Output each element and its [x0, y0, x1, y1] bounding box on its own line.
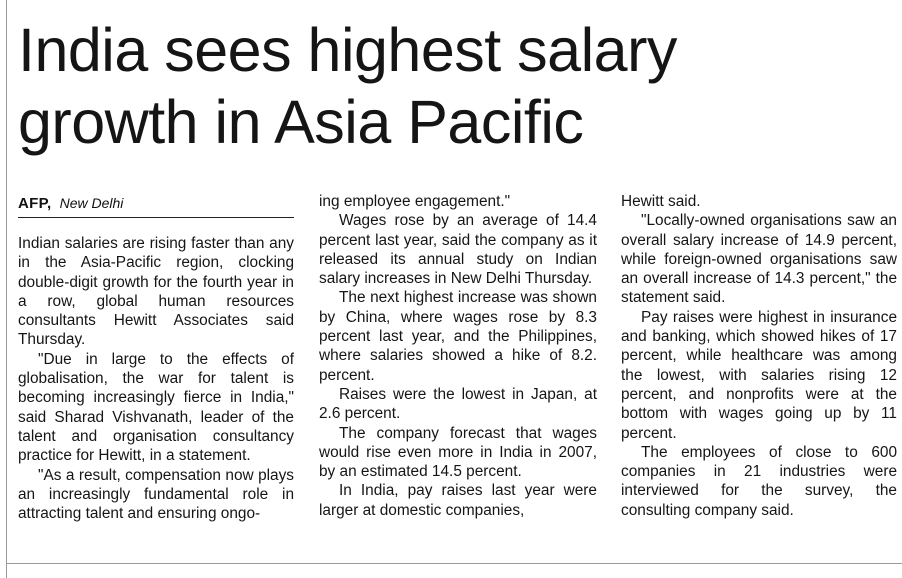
page-border-left — [6, 0, 7, 578]
article-column-2 — [319, 192, 597, 520]
paragraph: ing employee engagement." — [319, 193, 511, 210]
paragraph: Hewitt said. — [621, 193, 701, 210]
article-column-3 — [621, 192, 897, 520]
paragraph: Raises were the lowest in Japan, at 2.6 percent. — [319, 385, 597, 423]
byline-source: AFP, — [18, 195, 52, 212]
headline-line-1: India sees highest salary — [18, 16, 677, 84]
paragraph: "As a result, compensation now plays an increasingly fundamental role in attracting talent and ensuring ongo- — [18, 466, 294, 523]
paragraph: "Locally-owned organisations saw an overall salary increase of 14.9 percent, while foreign-owned organisations saw an overall increase of 14.3 percent," the statement said. — [621, 212, 897, 307]
article-headline — [18, 14, 888, 158]
headline-line-2: growth in Asia Pacific — [18, 88, 584, 156]
paragraph: Wages rose by an average of 14.4 percent last year, said the company as it released its annual study on Indian salary increases in New Delhi Thursday. — [319, 212, 597, 288]
paragraph: The company forecast that wages would rise even more in India in 2007, by an estimated 14.5 percent. — [319, 424, 597, 481]
paragraph: The employees of close to 600 companies in 21 industries were interviewed for the survey, the consulting company said. — [621, 443, 897, 519]
paragraph: In India, pay raises last year were larger at domestic companies, — [319, 482, 597, 519]
article-column-1 — [18, 234, 294, 523]
paragraph: Indian salaries are rising faster than any in the Asia-Pacific region, clocking double-digit growth for the fourth year in a row, global human resources consultants Hewitt Associates said Thursday. — [18, 235, 294, 349]
byline — [18, 193, 294, 218]
byline-place: New Delhi — [59, 195, 124, 211]
paragraph: "Due in large to the effects of globalisation, the war for talent is becoming increasingly fierce in India," said Sharad Vishvanath, leader of the talent and organisation consultancy practice for Hewitt, in a statement. — [18, 350, 294, 465]
paragraph: The next highest increase was shown by China, where wages rose by 8.3 percent last year, and the Philippines, where salaries showed a hike of 8.2. percent. — [319, 289, 597, 384]
page-border-bottom — [6, 563, 902, 564]
paragraph: Pay raises were highest in insurance and banking, which showed hikes of 17 percent, while healthcare was among the lowest, with salaries rising 12 percent, and nonprofits were at the bottom with wages going up by 11 percent. — [621, 308, 897, 442]
